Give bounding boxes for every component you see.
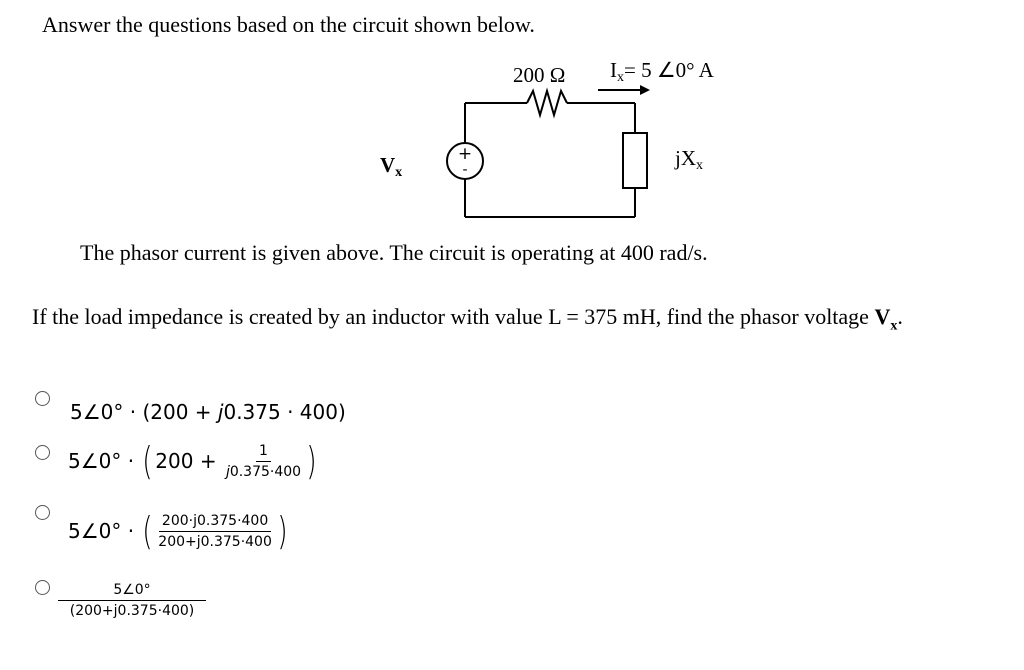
option-3-expression[interactable]: 5∠0° · ( $\frac{200\cdot j0.375\cdot 400}{200+j0.375\cdot 400}$ ) <box>68 509 288 553</box>
option-1-expression[interactable]: 5∠0° · (200 + j0.375 · 400) <box>70 400 346 424</box>
option-2-expression[interactable]: 5∠0° · ( 200 + $\frac{1}{j0.375\cdot 400}$ ) <box>68 439 317 483</box>
resistor-symbol <box>527 91 567 115</box>
option-4-expression[interactable]: $\frac{5\angle 0^\circ}{(200+j0.375\cdot 400)}$ <box>58 582 206 619</box>
load-impedance-box <box>623 133 647 188</box>
option-4-radio[interactable] <box>35 580 50 595</box>
option-2-radio[interactable] <box>35 445 50 460</box>
current-arrow-head <box>640 85 650 95</box>
resistor-label: 200 Ω <box>513 63 566 87</box>
option-3-radio[interactable] <box>35 505 50 520</box>
source-plus-sign: + <box>457 144 473 164</box>
source-voltage-label: Vx <box>380 153 403 180</box>
circuit-diagram <box>370 55 750 230</box>
phasor-statement: The phasor current is given above. The circuit is operating at 400 rad/s. <box>80 240 708 265</box>
instructions-heading: Answer the questions based on the circuit shown below. <box>42 12 535 37</box>
source-minus-sign: - <box>462 162 468 178</box>
option-1-radio[interactable] <box>35 391 50 406</box>
load-reactance-label: jXx <box>675 146 703 173</box>
question-text: If the load impedance is created by an inductor with value L = 375 mH, find the phasor voltage $V_x$. <box>32 304 903 334</box>
current-label: Ix= 5 ∠0° A <box>610 58 714 85</box>
question-variable: $V_x$ <box>874 304 898 334</box>
